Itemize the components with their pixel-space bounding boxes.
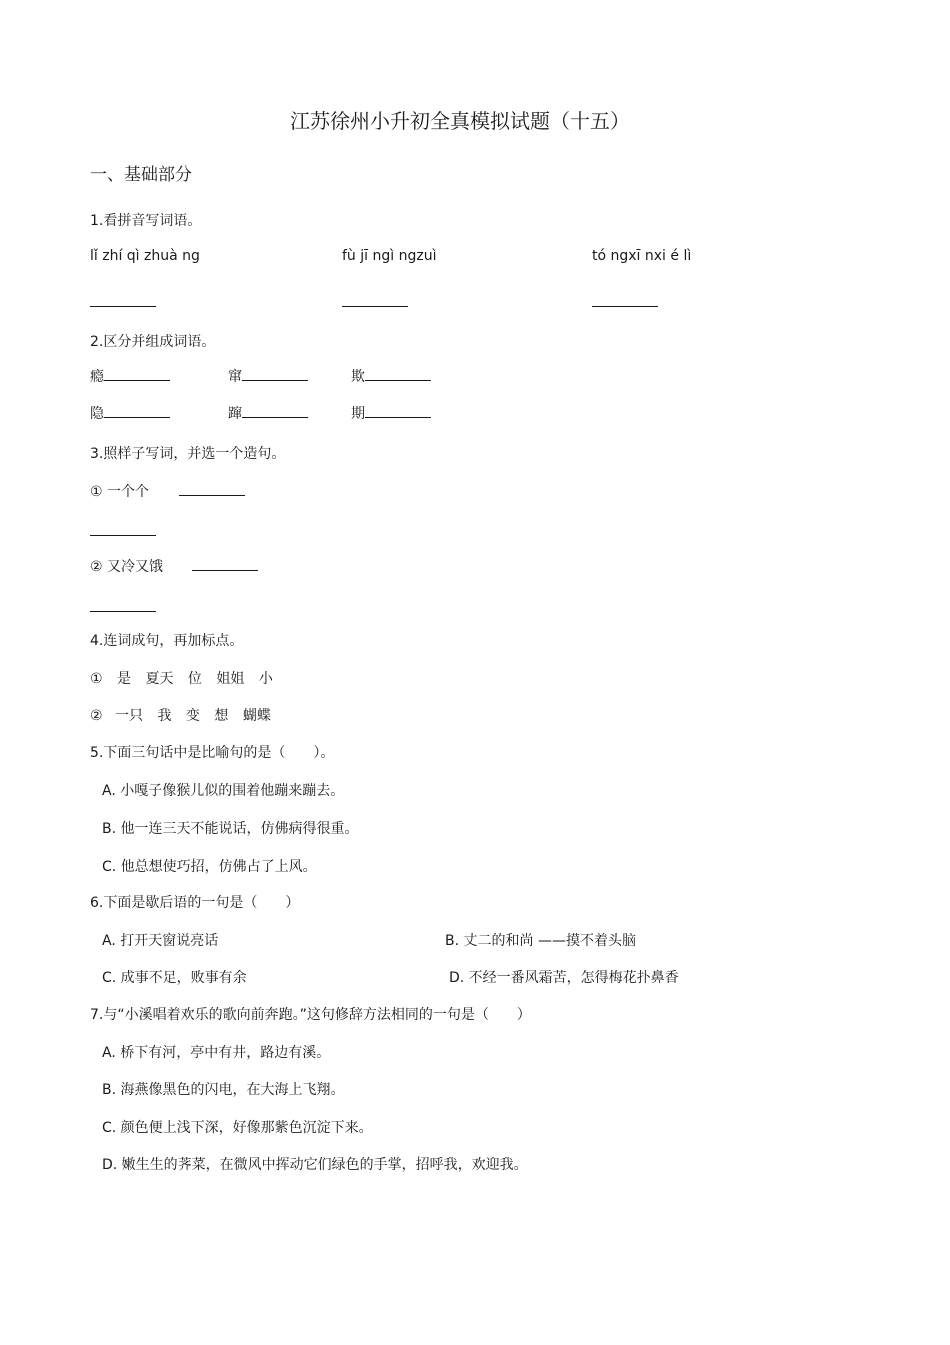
char-item xyxy=(228,403,308,423)
word: 蝴蝶 xyxy=(242,708,271,724)
char: 欺 xyxy=(351,369,365,385)
question-2-label: 2.区分并组成词语。 xyxy=(90,334,216,350)
page-title: 江苏徐州小升初全真模拟试题（十五） xyxy=(290,109,630,133)
answer-blank[interactable] xyxy=(242,366,308,381)
answer-blank[interactable] xyxy=(192,556,258,571)
word: 我 xyxy=(157,708,172,724)
pinyin-2: fù jī ngì ngzuì xyxy=(342,248,437,264)
q6-option-d[interactable]: D. 不经一番风霜苦，怎得梅花扑鼻香 xyxy=(449,970,679,986)
section-heading: 一、基础部分 xyxy=(90,165,192,185)
question-6-label: 6.下面是歇后语的一句是（ ） xyxy=(90,895,300,911)
answer-blank[interactable] xyxy=(104,403,170,418)
question-7-label: 7.与“小溪唱着欢乐的歌向前奔跑。”这句修辞方法相同的一句是（ ） xyxy=(90,1007,531,1023)
word: 位 xyxy=(187,671,202,687)
q5-option-c[interactable]: C. 他总想使巧招，仿佛占了上风。 xyxy=(102,859,317,875)
char: 隐 xyxy=(90,406,104,422)
word: 是 xyxy=(117,671,132,687)
q4-item-2 xyxy=(90,705,271,725)
q5-option-a[interactable]: A. 小嘎子像猴儿似的围着他蹦来蹦去。 xyxy=(102,783,345,799)
word: 变 xyxy=(185,708,200,724)
answer-blank[interactable] xyxy=(90,597,156,612)
char-item xyxy=(228,366,308,386)
word: 小 xyxy=(258,671,273,687)
word: 夏天 xyxy=(145,671,174,687)
word: 一只 xyxy=(115,708,144,724)
q7-option-a[interactable]: A. 桥下有河，亭中有井，路边有溪。 xyxy=(102,1045,331,1061)
answer-blank[interactable] xyxy=(90,292,156,307)
pinyin-1: lǐ zhí qì zhuà ng xyxy=(90,248,200,264)
answer-blank[interactable] xyxy=(179,481,245,496)
question-5-label: 5.下面三句话中是比喻句的是（ ）。 xyxy=(90,745,335,761)
char-item xyxy=(90,403,170,423)
q6-option-b[interactable]: B. 丈二的和尚 ——摸不着头脑 xyxy=(445,933,636,949)
q3-item-1: ① 一个个 xyxy=(90,484,150,500)
answer-blank[interactable] xyxy=(90,521,156,536)
q6-option-c[interactable]: C. 成事不足，败事有余 xyxy=(102,970,247,986)
word: ① xyxy=(90,671,103,687)
char: 窜 xyxy=(228,369,242,385)
word: 姐姐 xyxy=(216,671,245,687)
question-1-label: 1.看拼音写词语。 xyxy=(90,213,202,229)
q3-item-2: ② 又冷又饿 xyxy=(90,559,164,575)
char: 瘾 xyxy=(90,369,104,385)
char-item xyxy=(90,366,170,386)
q7-option-b[interactable]: B. 海燕像黑色的闪电，在大海上飞翔。 xyxy=(102,1082,345,1098)
q6-option-a[interactable]: A. 打开天窗说亮话 xyxy=(102,933,219,949)
answer-blank[interactable] xyxy=(365,403,431,418)
word: 想 xyxy=(214,708,229,724)
char-item xyxy=(351,403,431,423)
answer-blank[interactable] xyxy=(104,366,170,381)
answer-blank[interactable] xyxy=(592,292,658,307)
question-3-label: 3.照样子写词，并选一个造句。 xyxy=(90,446,286,462)
q7-option-d[interactable]: D. 嫩生生的荠菜，在微风中挥动它们绿色的手掌，招呼我，欢迎我。 xyxy=(102,1157,528,1173)
answer-blank[interactable] xyxy=(342,292,408,307)
q7-option-c[interactable]: C. 颜色便上浅下深，好像那紫色沉淀下来。 xyxy=(102,1120,373,1136)
word: ② xyxy=(90,708,103,724)
q5-option-b[interactable]: B. 他一连三天不能说话，仿佛病得很重。 xyxy=(102,821,359,837)
q4-item-1 xyxy=(90,668,273,688)
answer-blank[interactable] xyxy=(242,403,308,418)
char: 蹿 xyxy=(228,406,242,422)
question-4-label: 4.连词成句，再加标点。 xyxy=(90,633,244,649)
answer-blank[interactable] xyxy=(365,366,431,381)
char-item xyxy=(351,366,431,386)
pinyin-3: tó ngxī nxi é lì xyxy=(592,248,692,264)
char: 期 xyxy=(351,406,365,422)
